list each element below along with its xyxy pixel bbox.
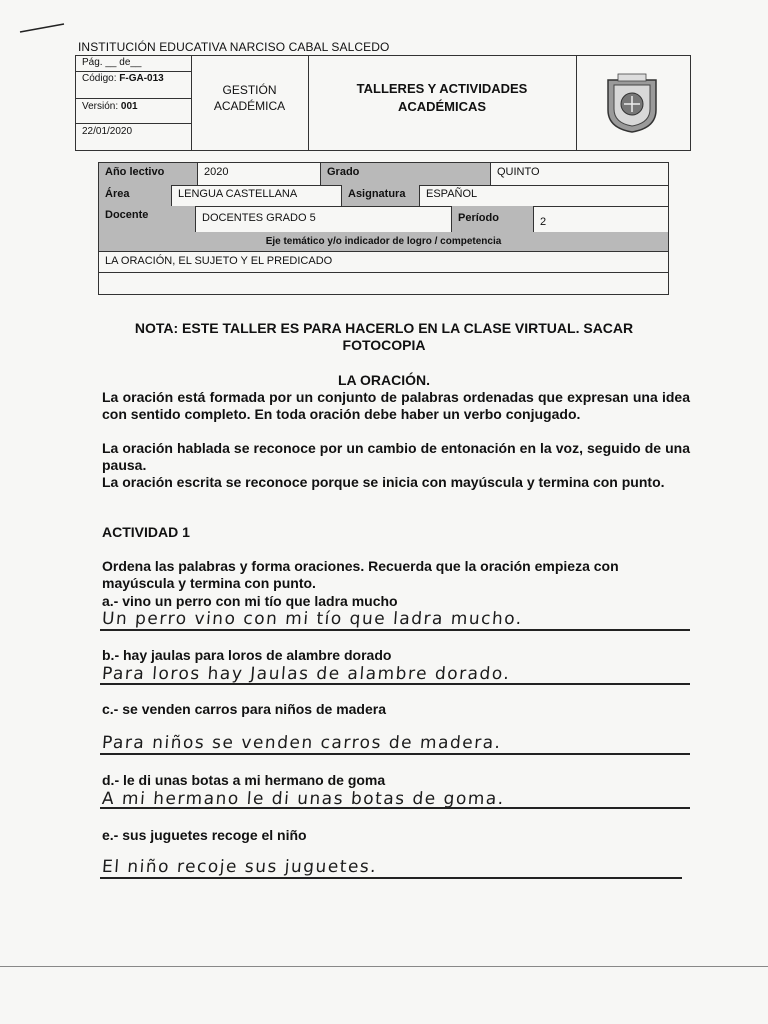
management-area: GESTIÓN ACADÉMICA bbox=[213, 83, 286, 113]
handwritten-answer: Un perro vino con mi tío que ladra mucho. bbox=[101, 609, 524, 629]
activity-title: ACTIVIDAD 1 bbox=[102, 524, 190, 540]
answer-line bbox=[100, 753, 690, 755]
section-title: LA ORACIÓN. bbox=[337, 372, 431, 388]
year-value: 2020 bbox=[197, 163, 320, 185]
document-version: Versión: 001 bbox=[82, 101, 138, 112]
exercise-prompt: c.- se venden carros para niños de madera bbox=[102, 701, 387, 717]
period-label: Período bbox=[451, 206, 533, 232]
answer-line bbox=[100, 683, 690, 685]
exercise-prompt: d.- le di unas botas a mi hermano de goma bbox=[102, 772, 386, 788]
grade-value: QUINTO bbox=[490, 163, 668, 185]
thematic-axis-label: Eje temático y/o indicador de logro / competencia bbox=[99, 232, 668, 252]
handwritten-answer: A mi hermano le di unas botas de goma. bbox=[101, 789, 506, 809]
thematic-axis-value: LA ORACIÓN, EL SUJETO Y EL PREDICADO bbox=[99, 251, 668, 273]
note-text: NOTA: ESTE TALLER ES PARA HACERLO EN LA CLASE VIRTUAL. SACAR FOTOCOPIA bbox=[134, 320, 634, 353]
exercise-prompt: e.- sus juguetes recoge el niño bbox=[102, 827, 307, 843]
pen-stroke-mark bbox=[18, 22, 66, 34]
document-title: TALLERES Y ACTIVIDADES ACADÉMICAS bbox=[356, 81, 528, 114]
year-label: Año lectivo bbox=[99, 163, 197, 185]
answer-line bbox=[100, 807, 690, 809]
course-info-table bbox=[98, 162, 669, 295]
document-code: Código: F-GA-013 bbox=[82, 73, 164, 84]
answer-line bbox=[100, 877, 682, 879]
handwritten-answer: Para loros hay Jaulas de alambre dorado. bbox=[101, 664, 512, 684]
paragraph-written: La oración escrita se reconoce porque se inicia con mayúscula y termina con punto. bbox=[102, 474, 665, 490]
institution-name: INSTITUCIÓN EDUCATIVA NARCISO CABAL SALCEDO bbox=[78, 40, 390, 54]
paragraph-definition: La oración está formada por un conjunto de palabras ordenadas que expresan una idea con sentido completo. En toda oración debe haber un verbo conjugado. bbox=[102, 389, 690, 422]
page-bottom-edge bbox=[0, 966, 768, 967]
page-number: Pág. __ de__ bbox=[82, 57, 142, 68]
subject-value: ESPAÑOL bbox=[419, 185, 668, 206]
period-value: 2 bbox=[533, 206, 668, 232]
subject-label: Asignatura bbox=[341, 185, 419, 206]
document-header-table bbox=[75, 55, 691, 151]
exercise-prompt: b.- hay jaulas para loros de alambre dorado bbox=[102, 647, 392, 663]
paragraph-spoken: La oración hablada se reconoce por un cambio de entonación en la voz, seguido de una pausa. bbox=[102, 440, 690, 473]
teacher-value: DOCENTES GRADO 5 bbox=[195, 206, 451, 232]
handwritten-answer: El niño recoje sus juguetes. bbox=[101, 857, 378, 877]
exercise-prompt: a.- vino un perro con mi tío que ladra mucho bbox=[102, 593, 398, 609]
handwritten-answer: Para niños se venden carros de madera. bbox=[101, 733, 503, 753]
school-seal-icon bbox=[604, 72, 660, 134]
area-value: LENGUA CASTELLANA bbox=[171, 185, 341, 206]
activity-instructions: Ordena las palabras y forma oraciones. Recuerda que la oración empieza con mayúscula y termina con punto. bbox=[102, 558, 619, 591]
answer-line bbox=[100, 629, 690, 631]
document-date: 22/01/2020 bbox=[82, 126, 133, 137]
area-label: Área bbox=[99, 185, 171, 206]
teacher-label: Docente bbox=[99, 206, 195, 232]
grade-label: Grado bbox=[320, 163, 490, 185]
